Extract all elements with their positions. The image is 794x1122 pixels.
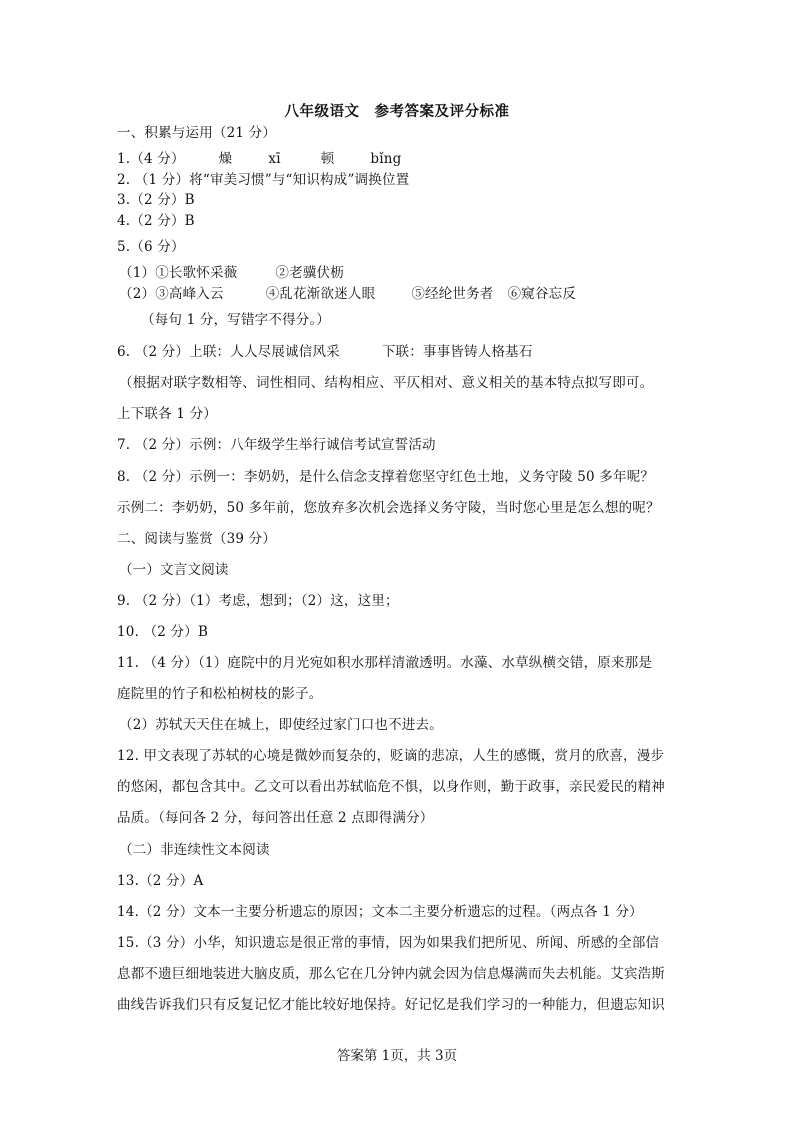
subsection-heading-1: （一）文言文阅读 xyxy=(119,562,229,578)
answer-q13: 13.（2 分）A xyxy=(117,873,204,889)
answer-q5-line-1 xyxy=(119,264,344,282)
subsection-heading-2: （二）非连续性文本阅读 xyxy=(119,842,270,858)
q5-sentence-6: ⑥窥谷忘反 xyxy=(507,286,577,302)
answer-q5-line-2 xyxy=(119,285,576,303)
answer-q5-note: （每句 1 分，写错字不得分。） xyxy=(141,312,331,328)
answer-q1 xyxy=(117,150,402,168)
answer-q12-line-1: 12. 甲文表现了苏轼的心境是微妙而复杂的，贬谪的悲凉，人生的感慨，赏月的欣喜，漫步 xyxy=(117,748,665,764)
answer-q11-line-3: （2）苏轼天天住在城上，即使经过家门口也不进去。 xyxy=(119,717,443,733)
answer-q6-note-1: （根据对联字数相等、词性相同、结构相应、平仄相对、意义相关的基本特点拟写即可。 xyxy=(119,375,654,391)
answer-q8-line-2: 示例二：李奶奶，50 多年前，您放弃多次机会选择义务守陵，当时您心里是怎么想的呢？ xyxy=(117,500,660,516)
answer-q15-line-3: 曲线告诉我们只有反复记忆才能比较好地保持。好记忆是我们学习的一种能力，但遗忘知识 xyxy=(117,997,665,1013)
q1-label: 1.（4 分） xyxy=(117,151,185,167)
answer-q5-label: 5.（6 分） xyxy=(117,239,185,255)
page-title: 八年级语文 参考答案及评分标准 xyxy=(284,103,510,120)
answer-q10: 10. （2 分）B xyxy=(117,624,209,640)
answer-q11-line-1: 11. （4 分）（1）庭院中的月光宛如积水那样清澈透明。水藻、水草纵横交错，原来那是 xyxy=(117,655,653,671)
answer-q7: 7. （2 分）示例：八年级学生举行诚信考试宣誓活动 xyxy=(117,437,436,453)
q1-answer-1: 燥 xyxy=(218,151,233,167)
answer-q11-line-2: 庭院里的竹子和松柏树枝的影子。 xyxy=(117,686,323,702)
answer-q8-line-1: 8. （2 分）示例一：李奶奶，是什么信念支撑着您坚守红色土地，义务守陵 50 多年呢？ xyxy=(117,469,655,485)
q5-sentence-5: ⑤经纶世务者 xyxy=(411,286,494,302)
q1-answer-3: 顿 xyxy=(320,151,335,167)
answer-q15-line-1: 15.（3 分）小华，知识遗忘是很正常的事情，因为如果我们把所见、所闻、所感的全部信 xyxy=(117,935,660,951)
q6-upper-couplet: 6. （2 分）上联：人人尽展诚信风采 xyxy=(117,344,340,360)
q1-answer-2: xī xyxy=(268,151,281,167)
answer-q2: 2. （1 分）将“审美习惯”与“知识构成”调换位置 xyxy=(117,172,410,188)
q5-sentence-3: ③高峰入云 xyxy=(155,286,224,302)
answer-q14: 14.（2 分）文本一主要分析遗忘的原因；文本二主要分析遗忘的过程。（两点各 1 分） xyxy=(117,904,643,920)
answer-q12-line-3: 品质。（每问各 2 分，每问答出任意 2 点即得满分） xyxy=(117,810,434,826)
q5-sentence-4: ④乱花渐欲迷人眼 xyxy=(265,286,376,302)
section-heading-2: 二、阅读与鉴赏（39 分） xyxy=(117,531,277,547)
q5-sentence-2: ②老骥伏枥 xyxy=(275,265,344,281)
page-footer: 答案第 1页，共 3页 xyxy=(336,1048,458,1064)
answer-q3: 3.（2 分）B xyxy=(117,192,195,208)
q5-line1-prefix: （1） xyxy=(119,265,156,281)
section-heading-1: 一、积累与运用（21 分） xyxy=(117,125,277,141)
answer-q15-line-2: 息都不遗巨细地装进大脑皮质，那么它在几分钟内就会因为信息爆满而失去机能。艾宾浩斯 xyxy=(117,966,665,982)
answer-q6 xyxy=(117,343,533,361)
answer-q4: 4.（2 分）B xyxy=(117,213,195,229)
q6-lower-couplet: 下联：事事皆铸人格基石 xyxy=(381,344,533,360)
answer-q6-note-2: 上下联各 1 分） xyxy=(117,406,217,422)
answer-q9: 9. （2 分）（1）考虑，想到；（2）这，这里； xyxy=(117,593,399,609)
q5-line2-prefix: （2） xyxy=(119,286,156,302)
q1-answer-4: bǐng xyxy=(370,151,402,167)
q5-sentence-1: ①长歌怀采薇 xyxy=(155,265,238,281)
answer-q12-line-2: 的悠闲，都包含其中。乙文可以看出苏轼临危不惧，以身作则，勤于政事，亲民爱民的精神 xyxy=(117,779,665,795)
